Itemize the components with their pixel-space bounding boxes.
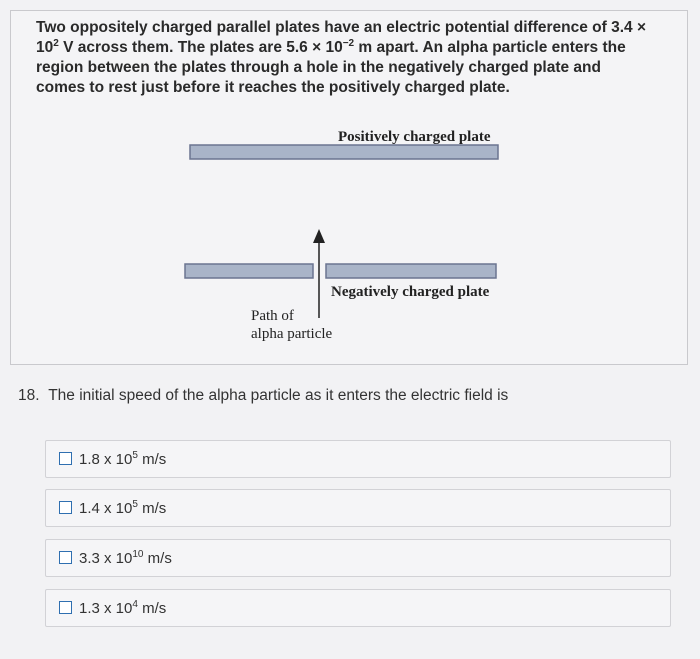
option-2-label <box>79 500 166 517</box>
question-text <box>18 387 508 405</box>
option-3-checkbox[interactable] <box>59 551 72 564</box>
problem-line-2-exp2: −2 <box>342 37 355 49</box>
problem-line-2-exp: 2 <box>53 37 59 49</box>
alpha-path-arrow-icon <box>313 229 325 243</box>
option-2[interactable] <box>45 489 671 527</box>
path-label-line-1: Path of <box>251 308 294 324</box>
option-3-mantissa: 3.3 x 10 <box>79 550 133 567</box>
problem-line-2-post: m apart. An alpha particle enters the <box>354 39 626 56</box>
positive-plate <box>190 145 498 159</box>
option-1-checkbox[interactable] <box>59 452 72 465</box>
problem-line-2-mid: V across them. The plates are 5.6 × 10 <box>58 39 343 56</box>
option-1-exponent: 5 <box>132 450 138 461</box>
question-body: The initial speed of the alpha particle as it enters the electric field is <box>48 387 509 404</box>
option-1-label <box>79 451 166 468</box>
problem-line-1: Two oppositely charged parallel plates have an electric potential difference of 3.4 × <box>36 19 646 36</box>
problem-line-3: region between the plates through a hole in the negatively charged plate and <box>36 59 601 76</box>
negative-plate-left <box>185 264 313 278</box>
option-1-unit: m/s <box>137 451 167 468</box>
question-number: 18. <box>18 387 40 404</box>
option-2-exponent: 5 <box>132 499 138 510</box>
option-2-checkbox[interactable] <box>59 501 72 514</box>
negative-plate-right <box>326 264 496 278</box>
problem-line-2-base: 10 <box>36 39 54 56</box>
path-label-line-2: alpha particle <box>251 326 333 342</box>
option-4-exponent: 4 <box>132 599 138 610</box>
option-4-mantissa: 1.3 x 10 <box>79 600 133 617</box>
option-3[interactable] <box>45 539 671 577</box>
option-2-unit: m/s <box>137 500 167 517</box>
option-1-mantissa: 1.8 x 10 <box>79 451 133 468</box>
option-3-label <box>79 550 172 567</box>
option-4-label <box>79 600 166 617</box>
option-2-mantissa: 1.4 x 10 <box>79 500 133 517</box>
problem-line-4: comes to rest just before it reaches the positively charged plate. <box>36 79 510 96</box>
option-1[interactable] <box>45 440 671 478</box>
option-3-unit: m/s <box>143 550 172 567</box>
positive-plate-label: Positively charged plate <box>338 129 491 145</box>
option-4-unit: m/s <box>137 600 167 617</box>
option-3-exponent: 10 <box>132 549 144 560</box>
option-4[interactable] <box>45 589 671 627</box>
option-4-checkbox[interactable] <box>59 601 72 614</box>
negative-plate-label: Negatively charged plate <box>331 284 490 300</box>
